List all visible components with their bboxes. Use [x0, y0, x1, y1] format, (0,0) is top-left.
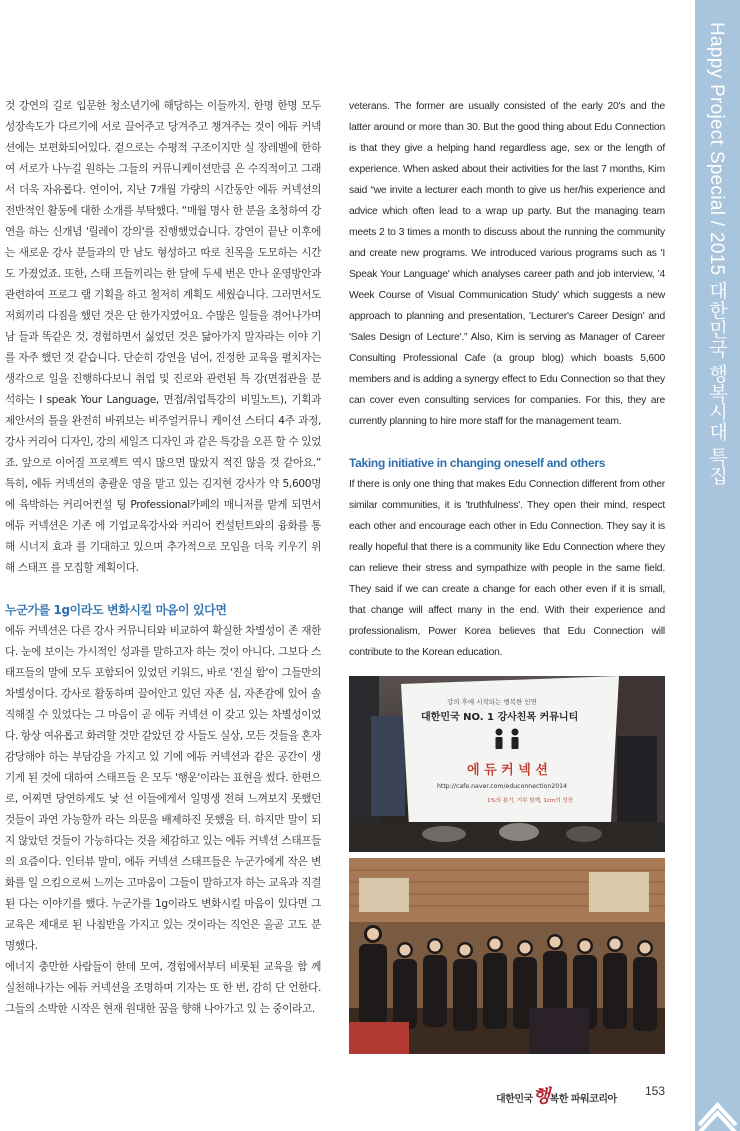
banner-footer: 1%의 용기, 기부 함께, 1cm의 성장: [487, 798, 573, 804]
banner-title: 대한민국 NO. 1 강사친목 커뮤니티: [421, 712, 579, 723]
side-chevron-icon: [695, 1095, 740, 1131]
banner-name: 에 듀 커 넥 션: [467, 763, 548, 778]
group-photo: [349, 858, 665, 1054]
page-number: 153: [645, 1084, 666, 1098]
english-paragraph-2: If there is only one thing that makes Edu Connection different from other similar communities, it is 'truthfulness'. They open their mind, respect each other and encourage each other in Edu Connection. They say it is really hopeful that there is a community like Edu Connection where they can relieve their stress and sympathize with people in the same field. They said if we can create a change for each other even if it is small, that change will affect many in the end. With their experience and professionalism, Power Korea believes that Edu Connection will contribute to the Korean education.: [349, 479, 665, 658]
logo-mark: 행: [532, 1086, 550, 1107]
korean-paragraph-1: 것 강연의 길로 입문한 청소년기에 해당하는 이들까지. 한명 한명 모두 성장속도가 다르기에 서로 끌어주고 당겨주고 챙겨주는 것이 에듀 커넥션에는 보편화되어있다. 겉으로는 수평적 구조이지만 실 장레벨에 한하여 서로가 나누길 원하는 그들의 커뮤니케이션만큼 은 수직적이고 그래서 더욱 자유롭다. 연이어, 지난 7개월 가량의 시간동안 에듀 커넥션의 전반적인 활동에 대한 소개를 부탁했다. “매월 명사 한 분을 초청하여 강연을 하는 신개념 '릴레이 강의'를 진행했었습니다. 강연이 끝난 이후에는 새로운 강사 분들과의 만 남도 형성하고 따로 친목을 도모하는 시간도 가졌었죠. 또한, 스태 프들끼리는 한 달에 두세 번은 만나 운영방안과 관련하여 프로그 램 기획을 하고 철저히 계획도 세웠습니다. 그러면서도 저희끼리 다짐을 했던 것은 단 한가지였어요. 수많은 일들을 겪어나가며 남 들과 똑같은 것, 경험하면서 싫었던 것은 닮아가지 말자라는 이야 기를 자주 했던 것 같습니다. 단순히 강연을 넘어, 진정한 교육을 펼치자는 생각으로 일을 진행하다보니 취업 및 진로와 관련된 특 강(면접관을 분석하는 I speak Your Language, 면접/취업특강의 비밀노트), 기획과 제안서의 틀을 완전히 바꿔보는 비주얼커뮤니 케이션 스터디 4주 과정, 강사 커리어 디자인, 강의 세일즈 디자인 과 같은 특강을 오픈 할 수 있었죠. 앞으로 이어질 프로젝트 역시 많으면 많았지 적진 않을 것 같아요.” 특히, 에듀 커넥션의 총괄운 영을 맡고 있는 김지현 강사가 약 5,600명에 육박하는 커리어컨설 팅 Professional카페의 매니저를 맡게 되면서 에듀 커넥션은 기존 에 기업교육강사와 커리어 컨설턴트와의 융화를 통해 시너지 효과 를 기대하고 있으며 추가적으로 모임을 더욱 키우기 위해 스태프 를 모집할 계획이다.: [5, 100, 321, 574]
english-heading: Taking initiative in changing oneself and others: [349, 456, 606, 470]
korean-heading: 누군가를 1g이라도 변화시킬 마음이 있다면: [5, 603, 227, 617]
banner-url: http://cafe.naver.com/educonnection2014: [437, 783, 568, 790]
korean-column: [5, 96, 321, 1020]
section-label: Happy Project Special / 2015 대한민국 행복시대 특집: [706, 22, 727, 486]
logo-text: 대한민국: [496, 1094, 533, 1105]
english-paragraph-1: veterans. The former are usually consisted of the early 20's and the latter around or more than 30. But the good thing about Edu Connection is that they give a helping hand regardless age, sex or the length of experience. When asked about their activities for the last 7 months, Kim said “we invite a lecturer each month to give us her/his experience and advice which often lead to a wrap up party. But the managing team meets 2 to 3 times a month to discuss about the running the community and create new programs. We introduced various programs such as 'I Speak Your Language' which analyses career path and job interview, '4 Week Course of Visual Communication Study' which suggests a new approach to planning and presentation, 'Lecturer's Career Design' and 'Sales Design of Lecture'.” Also, Kim is serving as Manager of Career Consulting Professional Cafe (a group blog) which boasts 5,600 members and is adding a synergy effect to Edu Connection so that they can cover even consulting services for companies. For this, they are currently planning to hire more staff for the management team.: [349, 101, 665, 427]
banner-photo: [349, 676, 665, 852]
logo-tail: 복한 파워코리아: [549, 1094, 617, 1105]
korean-paragraph-2: 에듀 커넥션은 다른 강사 커뮤니티와 비교하여 확실한 차별성이 존 재한다. 눈에 보이는 가시적인 성과를 말하고자 하는 것이 아니다. 그보다 스태프들의 말에 모두 포함되어 있었던 키워드, 바로 '진실 함'이 그들만의 차별성이다. 강사로 활동하며 끌어안고 있던 자존 심, 자존감에 있어 솔직해질 수 있었다는 그 마음이 곧 에듀 커넥션 이 갖고 있는 차별성이었다. 항상 여유롭고 화려할 것만 같았던 강 사들도 실상, 모든 것들을 혼자 감당해야 하는 부담감을 가지고 있 기에 에듀 커넥션과 같은 공간이 생기게 된 것에 대하여 스태프들 은 모두 '행운'이라는 표현을 썼다. 한편으로, 어찌면 당연하게도 낯 선 이들에게서 일명생 전혀 느껴보지 못했던 것들이 과연 가능할까 라는 의문을 배제하진 못했을 터. 하지만 말이 되지 않았던 것들이 가능하다는 것을 체감하고 있는 에듀 커넥션 스태프들의 요즘이다. 인터뷰 말미, 에듀 커넥션 스태프들은 누군가에게 작은 변화를 일 으킴으로써 느끼는 고마움이 그들이 말하고자 하는 교육과 직결된 다는 이야기를 했다. 누군가를 1g이라도 변화시킬 마음이 있다면 그 교육은 제대로 된 나침반을 가지고 있는 것이라는 직언은 올곧 고도 분명했다.: [5, 625, 321, 952]
magazine-logo: [496, 1082, 617, 1108]
english-column: [349, 96, 665, 663]
korean-paragraph-3: 에너지 충만한 사람들이 한데 모여, 경험에서부터 비롯된 교육을 함 께 실천해나가는 에듀 커넥션을 조명하며 기자는 또 한 번, 감히 단 언한다. 그들의 소박한 시작은 현재 원대한 꿈을 향해 나아가고 있 는 중이라고.: [5, 961, 321, 1015]
banner-small-text: 강의 후에 시작되는 행복한 인연: [447, 698, 537, 706]
